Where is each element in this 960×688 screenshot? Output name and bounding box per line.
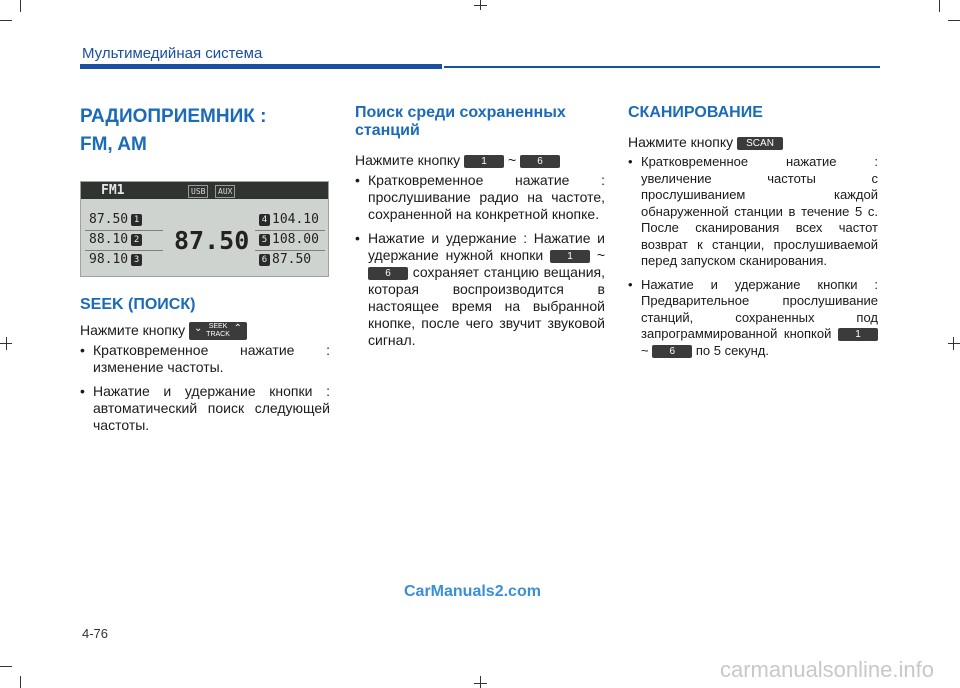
aux-tag: AUX <box>215 185 235 198</box>
crop-mark <box>0 20 12 21</box>
list-item: • Кратковременное нажатие : увеличение частоты с прослушиванием каждой обнаруженной станции в течение 5 с. После сканирования всех частот возврат к станции, прослушиваемой перед запуском сканирования. <box>628 154 878 270</box>
band-label: FM1 <box>101 183 125 198</box>
seek-track-button-icon: ⌄ SEEK TRACK ⌃ <box>189 322 247 340</box>
heading-scan: СКАНИРОВАНИЕ <box>628 104 763 121</box>
list-item: • Нажатие и удержание : Нажатие и удержание нужной кнопки 1 ~ 6 сохраняет станцию вещания, которая воспроизводится в настоящее время на выбранной кнопке, после чего звучит звуковой сигнал. <box>355 230 605 349</box>
press-line: Нажмите кнопку ⌄ SEEK TRACK ⌃ <box>80 320 330 340</box>
list-item: • Нажатие и удержание кнопки : Предварительное прослушивание станций, сохраненных под запрограммированной кнопкой 1 ~ 6 по 5 секунд. <box>628 277 878 360</box>
preset-6-button-icon: 6 <box>368 267 408 280</box>
list-item: • Кратковременное нажатие : изменение частоты. <box>80 342 330 376</box>
crop-mark <box>948 20 960 21</box>
watermark-footer: carmanualsonline.info <box>719 657 934 682</box>
preset-6-button-icon: 6 <box>520 155 560 168</box>
usb-tag: USB <box>188 185 208 198</box>
crop-mark <box>953 337 954 350</box>
preset-right-4: 4 104.10 <box>259 211 319 229</box>
list-item: • Нажатие и удержание кнопки : автоматический поиск следующей частоты. <box>80 383 330 434</box>
heading-radio: РАДИОПРИЕМНИК : <box>80 106 267 127</box>
crop-mark <box>20 0 21 12</box>
crop-mark <box>0 666 12 667</box>
preset-left-1: 87.50 1 <box>89 211 142 229</box>
heading-seek: SEEK (ПОИСК) <box>80 296 196 313</box>
press-line: Нажмите кнопку 1 ~ 6 <box>355 150 605 170</box>
crop-mark <box>480 676 481 688</box>
column-presets <box>355 104 605 356</box>
preset-left-3: 98.10 3 <box>89 251 142 269</box>
crop-mark <box>20 676 21 688</box>
divider <box>85 230 163 231</box>
preset-1-button-icon: 1 <box>838 328 878 341</box>
column-seek <box>80 296 330 441</box>
header-rule-thin <box>444 66 880 68</box>
page-number: 4-76 <box>82 626 109 641</box>
crop-mark <box>939 0 940 12</box>
preset-1-button-icon: 1 <box>464 155 504 168</box>
section-title: Мультимедийная система <box>82 45 263 62</box>
current-frequency: 87.50 <box>174 226 250 255</box>
radio-display <box>80 181 329 277</box>
preset-left-2: 88.10 2 <box>89 231 142 249</box>
press-line: Нажмите кнопку SCAN <box>628 132 878 152</box>
divider <box>255 230 325 231</box>
scan-button-icon: SCAN <box>737 137 783 150</box>
crop-mark <box>948 343 960 344</box>
list-item: • Кратковременное нажатие : прослушивание радио на частоте, сохраненной на конкретной кнопке. <box>355 172 605 223</box>
header-rule <box>80 64 442 69</box>
crop-mark <box>474 683 487 684</box>
column-scan <box>628 104 878 366</box>
column-radio <box>80 104 330 158</box>
divider <box>255 250 325 251</box>
preset-6-button-icon: 6 <box>652 345 692 358</box>
watermark-link[interactable]: CarManuals2.com <box>404 583 541 600</box>
heading-presets: Поиск среди сохраненных станций <box>355 104 566 139</box>
preset-1-button-icon: 1 <box>550 250 590 263</box>
divider <box>85 250 163 251</box>
heading-radio-bands: FM, AM <box>80 134 147 155</box>
crop-mark <box>6 337 7 350</box>
preset-right-5: 5 108.00 <box>259 231 319 249</box>
crop-mark <box>474 5 487 6</box>
preset-right-6: 6 87.50 <box>259 251 311 269</box>
